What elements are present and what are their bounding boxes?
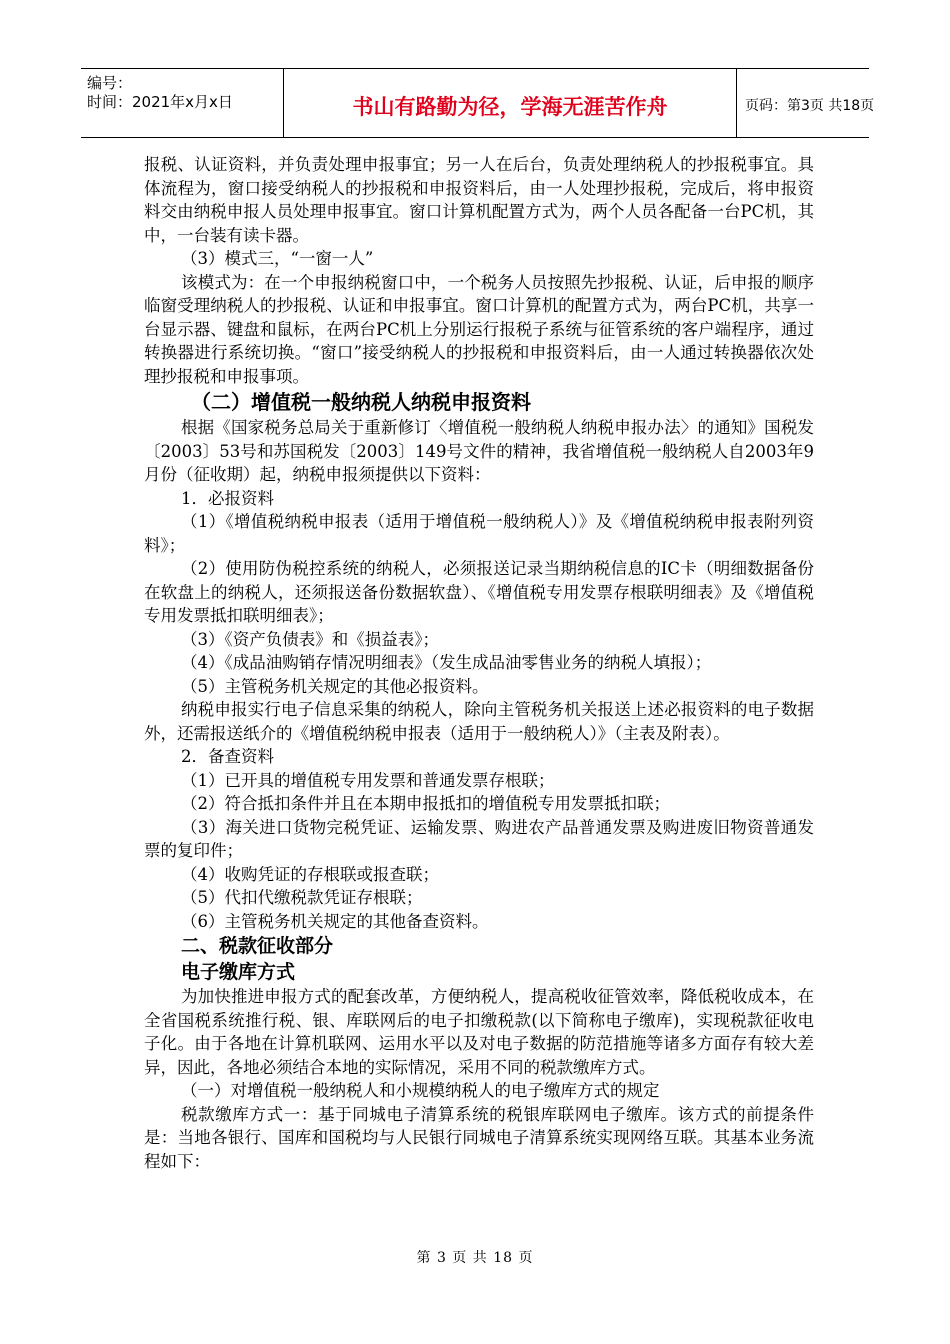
body-paragraph: 为加快推进申报方式的配套改革，方便纳税人，提高税收征管效率，降低税收成本，在全省国税系统推行税、银、库联网后的电子扣缴税款(以下简称电子缴库)，实现税款征收电子化。由于各地在计算机联网、运用水平以及对电子数据的防范措施等诸多方面存有较大差异，因此，各地必须结合本地的实际情况，采用不同的税款缴库方式。 xyxy=(144,987,814,1077)
body-paragraph: （4）收购凭证的存根联或报查联； xyxy=(181,864,439,884)
document-body xyxy=(144,153,814,1173)
header-meta-cell xyxy=(81,69,283,137)
document-number-label: 编号： xyxy=(87,74,133,92)
body-paragraph: （3）模式三，“一窗一人” xyxy=(181,249,374,268)
section-heading: 二、税款征收部分 xyxy=(181,935,334,957)
section-heading: 电子缴库方式 xyxy=(181,961,296,983)
body-paragraph: （3）海关进口货物完税凭证、运输发票、购进农产品普通发票及购进废旧物资普通发票的复印件； xyxy=(144,817,814,860)
body-paragraph: （5）代扣代缴税款凭证存根联； xyxy=(181,888,423,907)
body-paragraph: 报税、认证资料，并负责处理申报事宜；另一人在后台，负责处理纳税人的抄报税事宜。具体流程为，窗口接受纳税人的抄报税和申报资料后，由一人处理抄报税，完成后，将申报资料交由纳税申报人员处理申报事宜。窗口计算机配置方式为，两个人员各配备一台PC机，其中，一台装有读卡器。 xyxy=(144,155,814,245)
header-page-info: 页码：第3页 共18页 xyxy=(745,98,875,114)
body-paragraph: （2）符合抵扣条件并且在本期申报抵扣的增值税专用发票抵扣联； xyxy=(181,794,670,813)
body-paragraph: 1．必报资料 xyxy=(181,488,274,508)
body-paragraph: （一）对增值税一般纳税人和小规模纳税人的电子缴库方式的规定 xyxy=(181,1081,660,1100)
body-paragraph: 2．备查资料 xyxy=(181,747,274,766)
body-paragraph: 该模式为：在一个申报纳税窗口中，一个税务人员按照先抄报税、认证，后申报的顺序临窗受理纳税人的抄报税、认证和申报事宜。窗口计算机的配置方式为，两台PC机，共享一台显示器、键盘和鼠标，在两台PC机上分别运行报税子系统与征管系统的客户端程序，通过转换器进行系统切换。“窗口”接受纳税人的抄报税和申报资料后，由一人通过转换器依次处理抄报税和申报事项。 xyxy=(144,272,814,386)
header-page-cell xyxy=(736,69,875,137)
body-paragraph: （5）主管税务机关规定的其他必报资料。 xyxy=(181,676,489,696)
document-header xyxy=(81,68,875,138)
body-paragraph: （1）已开具的增值税专用发票和普通发票存根联； xyxy=(181,770,555,790)
body-paragraph: 纳税申报实行电子信息采集的纳税人，除向主管税务机关报送上述必报资料的电子数据外，还需报送纸介的《增值税纳税申报表（适用于一般纳税人）》（主表及附表）。 xyxy=(144,700,814,743)
header-motto-cell xyxy=(283,69,737,137)
body-paragraph: （4）《成品油购销存情况明细表》（发生成品油零售业务的纳税人填报）； xyxy=(181,653,712,672)
body-paragraph: （2）使用防伪税控系统的纳税人，必须报送记录当期纳税信息的IC卡（明细数据备份在软盘上的纳税人，还须报送备份数据软盘）、《增值税专用发票存根联明细表》及《增值税专用发票抵扣联明细表》； xyxy=(144,559,814,625)
section-heading: （二）增值税一般纳税人纳税申报资料 xyxy=(191,390,531,414)
body-paragraph: （3）《资产负债表》和《损益表》； xyxy=(181,629,439,649)
page-footer: 第 3 页 共 18 页 xyxy=(416,1250,534,1266)
body-paragraph: （6）主管税务机关规定的其他备查资料。 xyxy=(181,911,489,931)
body-paragraph: 税款缴库方式一：基于同城电子清算系统的税银库联网电子缴库。该方式的前提条件是：当地各银行、国库和国税均与人民银行同城电子清算系统实现网络互联。其基本业务流程如下： xyxy=(144,1104,814,1171)
document-time-label: 时间：2021年x月x日 xyxy=(87,93,233,111)
body-paragraph: 根据《国家税务总局关于重新修订〈增值税一般纳税人纳税申报办法〉的通知》国税发〔2003〕53号和苏国税发〔2003〕149号文件的精神，我省增值税一般纳税人自2003年9月份（征收期）起，纳税申报须提供以下资料： xyxy=(144,418,814,484)
header-motto: 书山有路勤为径，学海无涯苦作舟 xyxy=(352,95,668,119)
body-paragraph: （1）《增值税纳税申报表（适用于增值税一般纳税人）》及《增值税纳税申报表附列资料》； xyxy=(144,512,814,555)
